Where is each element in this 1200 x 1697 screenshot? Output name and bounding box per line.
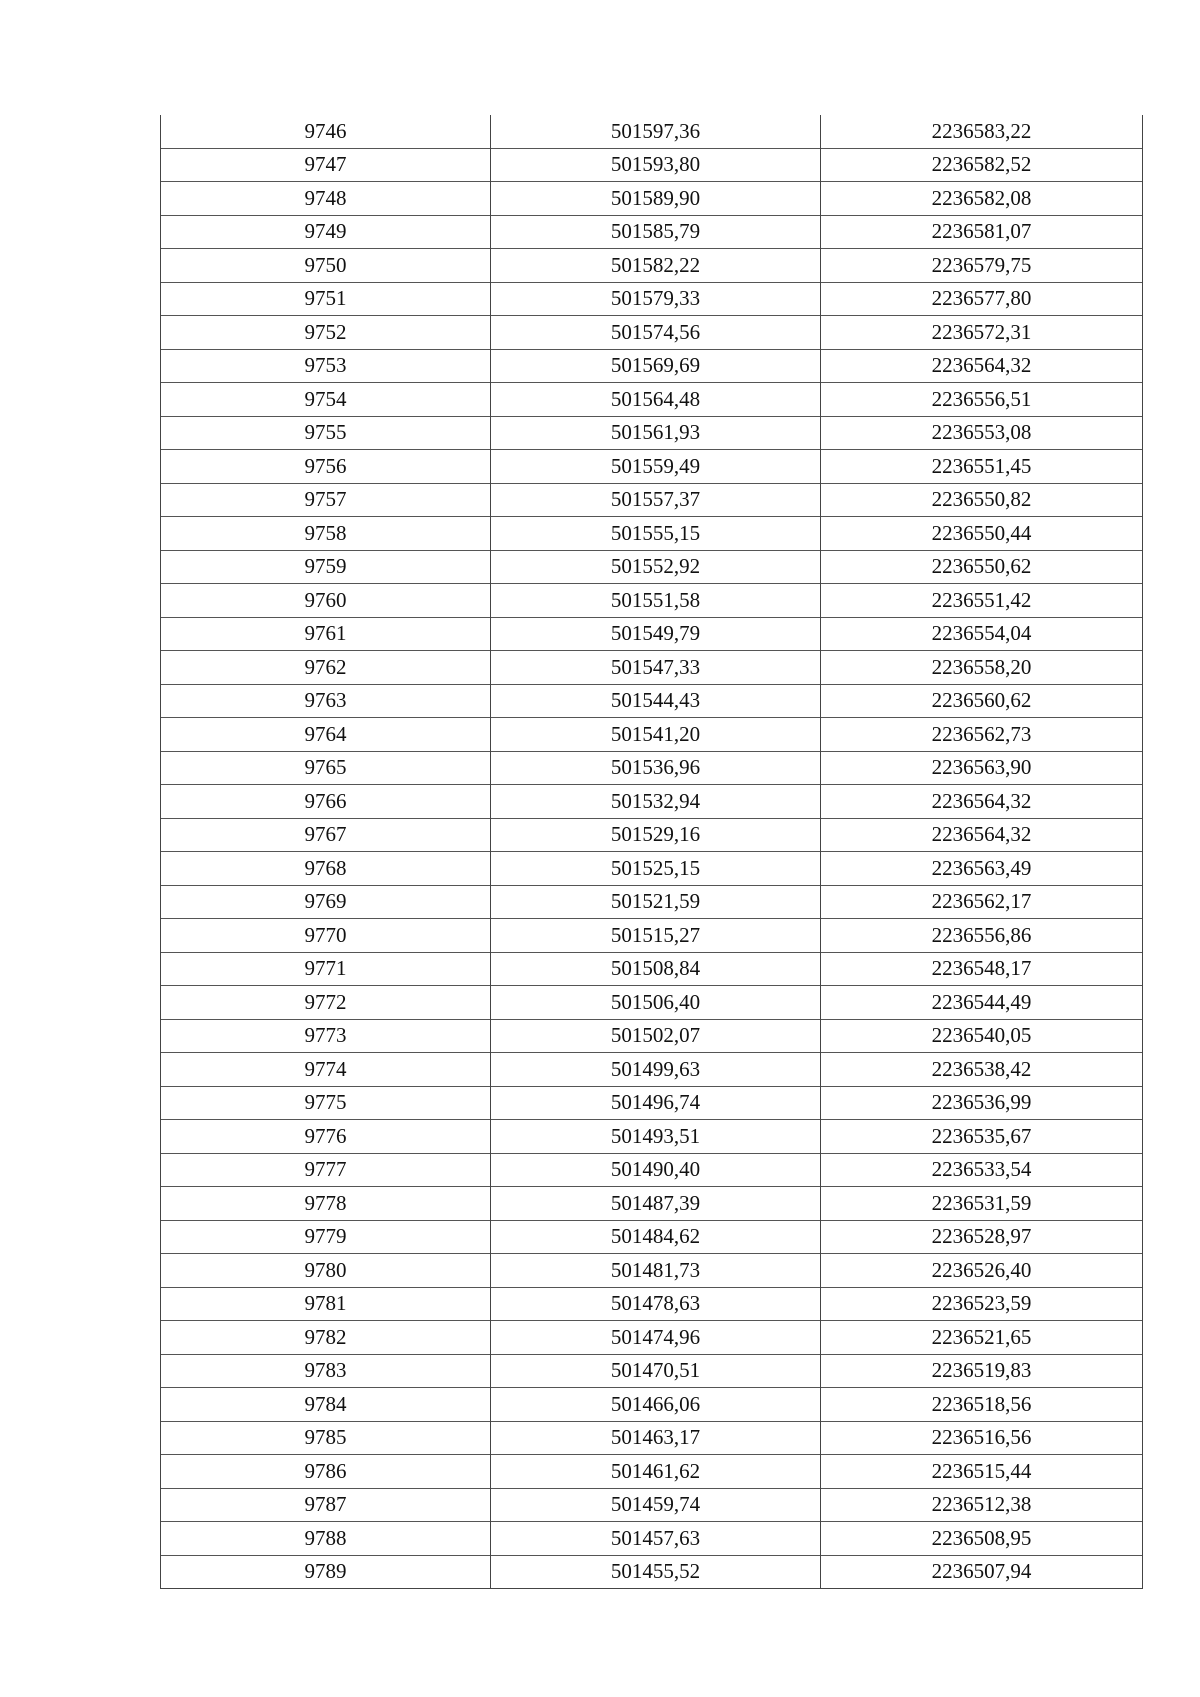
table-row — [161, 148, 1143, 182]
table-row — [161, 1086, 1143, 1120]
y-coordinate-cell: 2236516,56 — [821, 1421, 1143, 1455]
point-number-cell: 9776 — [161, 1120, 491, 1154]
table-row — [161, 1555, 1143, 1589]
x-coordinate-cell: 501506,40 — [491, 986, 821, 1020]
x-coordinate-cell: 501502,07 — [491, 1019, 821, 1053]
table-row — [161, 483, 1143, 517]
table-row — [161, 818, 1143, 852]
point-number-cell: 9749 — [161, 215, 491, 249]
table-row — [161, 1522, 1143, 1556]
table-row — [161, 1153, 1143, 1187]
x-coordinate-cell: 501532,94 — [491, 785, 821, 819]
x-coordinate-cell: 501574,56 — [491, 316, 821, 350]
x-coordinate-cell: 501536,96 — [491, 751, 821, 785]
point-number-cell: 9758 — [161, 517, 491, 551]
y-coordinate-cell: 2236521,65 — [821, 1321, 1143, 1355]
x-coordinate-cell: 501541,20 — [491, 718, 821, 752]
y-coordinate-cell: 2236512,38 — [821, 1488, 1143, 1522]
point-number-cell: 9775 — [161, 1086, 491, 1120]
y-coordinate-cell: 2236550,62 — [821, 550, 1143, 584]
point-number-cell: 9757 — [161, 483, 491, 517]
x-coordinate-cell: 501461,62 — [491, 1455, 821, 1489]
x-coordinate-cell: 501496,74 — [491, 1086, 821, 1120]
table-row — [161, 1455, 1143, 1489]
x-coordinate-cell: 501561,93 — [491, 416, 821, 450]
point-number-cell: 9756 — [161, 450, 491, 484]
x-coordinate-cell: 501508,84 — [491, 952, 821, 986]
y-coordinate-cell: 2236564,32 — [821, 785, 1143, 819]
x-coordinate-cell: 501478,63 — [491, 1287, 821, 1321]
y-coordinate-cell: 2236548,17 — [821, 952, 1143, 986]
point-number-cell: 9751 — [161, 282, 491, 316]
point-number-cell: 9750 — [161, 249, 491, 283]
y-coordinate-cell: 2236535,67 — [821, 1120, 1143, 1154]
table-row — [161, 651, 1143, 685]
y-coordinate-cell: 2236562,17 — [821, 885, 1143, 919]
y-coordinate-cell: 2236531,59 — [821, 1187, 1143, 1221]
y-coordinate-cell: 2236550,82 — [821, 483, 1143, 517]
y-coordinate-cell: 2236515,44 — [821, 1455, 1143, 1489]
point-number-cell: 9771 — [161, 952, 491, 986]
y-coordinate-cell: 2236554,04 — [821, 617, 1143, 651]
point-number-cell: 9780 — [161, 1254, 491, 1288]
table-row — [161, 349, 1143, 383]
x-coordinate-cell: 501579,33 — [491, 282, 821, 316]
point-number-cell: 9754 — [161, 383, 491, 417]
point-number-cell: 9747 — [161, 148, 491, 182]
x-coordinate-cell: 501552,92 — [491, 550, 821, 584]
x-coordinate-cell: 501493,51 — [491, 1120, 821, 1154]
table-row — [161, 115, 1143, 148]
point-number-cell: 9753 — [161, 349, 491, 383]
table-row — [161, 450, 1143, 484]
x-coordinate-cell: 501564,48 — [491, 383, 821, 417]
y-coordinate-cell: 2236577,80 — [821, 282, 1143, 316]
y-coordinate-cell: 2236582,08 — [821, 182, 1143, 216]
point-number-cell: 9781 — [161, 1287, 491, 1321]
x-coordinate-cell: 501589,90 — [491, 182, 821, 216]
y-coordinate-cell: 2236507,94 — [821, 1555, 1143, 1589]
point-number-cell: 9760 — [161, 584, 491, 618]
point-number-cell: 9769 — [161, 885, 491, 919]
table-row — [161, 316, 1143, 350]
point-number-cell: 9761 — [161, 617, 491, 651]
y-coordinate-cell: 2236563,49 — [821, 852, 1143, 886]
table-row — [161, 684, 1143, 718]
table-row — [161, 1187, 1143, 1221]
table-row — [161, 919, 1143, 953]
x-coordinate-cell: 501470,51 — [491, 1354, 821, 1388]
point-number-cell: 9752 — [161, 316, 491, 350]
table-row — [161, 215, 1143, 249]
y-coordinate-cell: 2236564,32 — [821, 818, 1143, 852]
x-coordinate-cell: 501515,27 — [491, 919, 821, 953]
point-number-cell: 9766 — [161, 785, 491, 819]
x-coordinate-cell: 501559,49 — [491, 450, 821, 484]
y-coordinate-cell: 2236583,22 — [821, 115, 1143, 148]
x-coordinate-cell: 501593,80 — [491, 148, 821, 182]
table-row — [161, 1287, 1143, 1321]
x-coordinate-cell: 501466,06 — [491, 1388, 821, 1422]
table-row — [161, 952, 1143, 986]
point-number-cell: 9786 — [161, 1455, 491, 1489]
table-row — [161, 785, 1143, 819]
table-row — [161, 986, 1143, 1020]
x-coordinate-cell: 501555,15 — [491, 517, 821, 551]
x-coordinate-cell: 501525,15 — [491, 852, 821, 886]
y-coordinate-cell: 2236540,05 — [821, 1019, 1143, 1053]
table-row — [161, 282, 1143, 316]
point-number-cell: 9748 — [161, 182, 491, 216]
point-number-cell: 9782 — [161, 1321, 491, 1355]
x-coordinate-cell: 501463,17 — [491, 1421, 821, 1455]
point-number-cell: 9789 — [161, 1555, 491, 1589]
point-number-cell: 9783 — [161, 1354, 491, 1388]
point-number-cell: 9746 — [161, 115, 491, 148]
y-coordinate-cell: 2236553,08 — [821, 416, 1143, 450]
x-coordinate-cell: 501459,74 — [491, 1488, 821, 1522]
x-coordinate-cell: 501487,39 — [491, 1187, 821, 1221]
table-body — [161, 115, 1143, 1589]
table-row — [161, 249, 1143, 283]
y-coordinate-cell: 2236564,32 — [821, 349, 1143, 383]
table-row — [161, 383, 1143, 417]
table-row — [161, 416, 1143, 450]
y-coordinate-cell: 2236508,95 — [821, 1522, 1143, 1556]
table-row — [161, 1354, 1143, 1388]
point-number-cell: 9779 — [161, 1220, 491, 1254]
table-row — [161, 1421, 1143, 1455]
x-coordinate-cell: 501484,62 — [491, 1220, 821, 1254]
point-number-cell: 9785 — [161, 1421, 491, 1455]
y-coordinate-cell: 2236582,52 — [821, 148, 1143, 182]
x-coordinate-cell: 501597,36 — [491, 115, 821, 148]
point-number-cell: 9784 — [161, 1388, 491, 1422]
table-row — [161, 182, 1143, 216]
table-row — [161, 517, 1143, 551]
y-coordinate-cell: 2236550,44 — [821, 517, 1143, 551]
table-row — [161, 885, 1143, 919]
table-row — [161, 718, 1143, 752]
y-coordinate-cell: 2236581,07 — [821, 215, 1143, 249]
y-coordinate-cell: 2236563,90 — [821, 751, 1143, 785]
point-number-cell: 9755 — [161, 416, 491, 450]
x-coordinate-cell: 501457,63 — [491, 1522, 821, 1556]
y-coordinate-cell: 2236560,62 — [821, 684, 1143, 718]
y-coordinate-cell: 2236551,42 — [821, 584, 1143, 618]
table-row — [161, 1120, 1143, 1154]
table-row — [161, 1388, 1143, 1422]
point-number-cell: 9772 — [161, 986, 491, 1020]
x-coordinate-cell: 501474,96 — [491, 1321, 821, 1355]
point-number-cell: 9788 — [161, 1522, 491, 1556]
point-number-cell: 9759 — [161, 550, 491, 584]
y-coordinate-cell: 2236562,73 — [821, 718, 1143, 752]
point-number-cell: 9777 — [161, 1153, 491, 1187]
point-number-cell: 9778 — [161, 1187, 491, 1221]
y-coordinate-cell: 2236533,54 — [821, 1153, 1143, 1187]
table-row — [161, 852, 1143, 886]
y-coordinate-cell: 2236556,86 — [821, 919, 1143, 953]
y-coordinate-cell: 2236572,31 — [821, 316, 1143, 350]
point-number-cell: 9762 — [161, 651, 491, 685]
y-coordinate-cell: 2236538,42 — [821, 1053, 1143, 1087]
table-row — [161, 1488, 1143, 1522]
x-coordinate-cell: 501551,58 — [491, 584, 821, 618]
y-coordinate-cell: 2236518,56 — [821, 1388, 1143, 1422]
point-number-cell: 9764 — [161, 718, 491, 752]
y-coordinate-cell: 2236526,40 — [821, 1254, 1143, 1288]
x-coordinate-cell: 501544,43 — [491, 684, 821, 718]
table-row — [161, 751, 1143, 785]
x-coordinate-cell: 501547,33 — [491, 651, 821, 685]
x-coordinate-cell: 501569,69 — [491, 349, 821, 383]
y-coordinate-cell: 2236556,51 — [821, 383, 1143, 417]
table-row — [161, 1053, 1143, 1087]
y-coordinate-cell: 2236579,75 — [821, 249, 1143, 283]
y-coordinate-cell: 2236558,20 — [821, 651, 1143, 685]
point-number-cell: 9765 — [161, 751, 491, 785]
table-row — [161, 1254, 1143, 1288]
table-row — [161, 1321, 1143, 1355]
table-row — [161, 1019, 1143, 1053]
x-coordinate-cell: 501499,63 — [491, 1053, 821, 1087]
y-coordinate-cell: 2236528,97 — [821, 1220, 1143, 1254]
table-row — [161, 550, 1143, 584]
x-coordinate-cell: 501557,37 — [491, 483, 821, 517]
x-coordinate-cell: 501481,73 — [491, 1254, 821, 1288]
x-coordinate-cell: 501585,79 — [491, 215, 821, 249]
x-coordinate-cell: 501529,16 — [491, 818, 821, 852]
x-coordinate-cell: 501455,52 — [491, 1555, 821, 1589]
point-number-cell: 9768 — [161, 852, 491, 886]
point-number-cell: 9787 — [161, 1488, 491, 1522]
x-coordinate-cell: 501549,79 — [491, 617, 821, 651]
y-coordinate-cell: 2236544,49 — [821, 986, 1143, 1020]
point-number-cell: 9763 — [161, 684, 491, 718]
point-number-cell: 9774 — [161, 1053, 491, 1087]
x-coordinate-cell: 501490,40 — [491, 1153, 821, 1187]
point-number-cell: 9767 — [161, 818, 491, 852]
point-number-cell: 9773 — [161, 1019, 491, 1053]
table-row — [161, 1220, 1143, 1254]
table-row — [161, 584, 1143, 618]
y-coordinate-cell: 2236536,99 — [821, 1086, 1143, 1120]
table-row — [161, 617, 1143, 651]
y-coordinate-cell: 2236523,59 — [821, 1287, 1143, 1321]
coordinates-table — [160, 115, 1143, 1589]
point-number-cell: 9770 — [161, 919, 491, 953]
y-coordinate-cell: 2236551,45 — [821, 450, 1143, 484]
x-coordinate-cell: 501582,22 — [491, 249, 821, 283]
x-coordinate-cell: 501521,59 — [491, 885, 821, 919]
y-coordinate-cell: 2236519,83 — [821, 1354, 1143, 1388]
